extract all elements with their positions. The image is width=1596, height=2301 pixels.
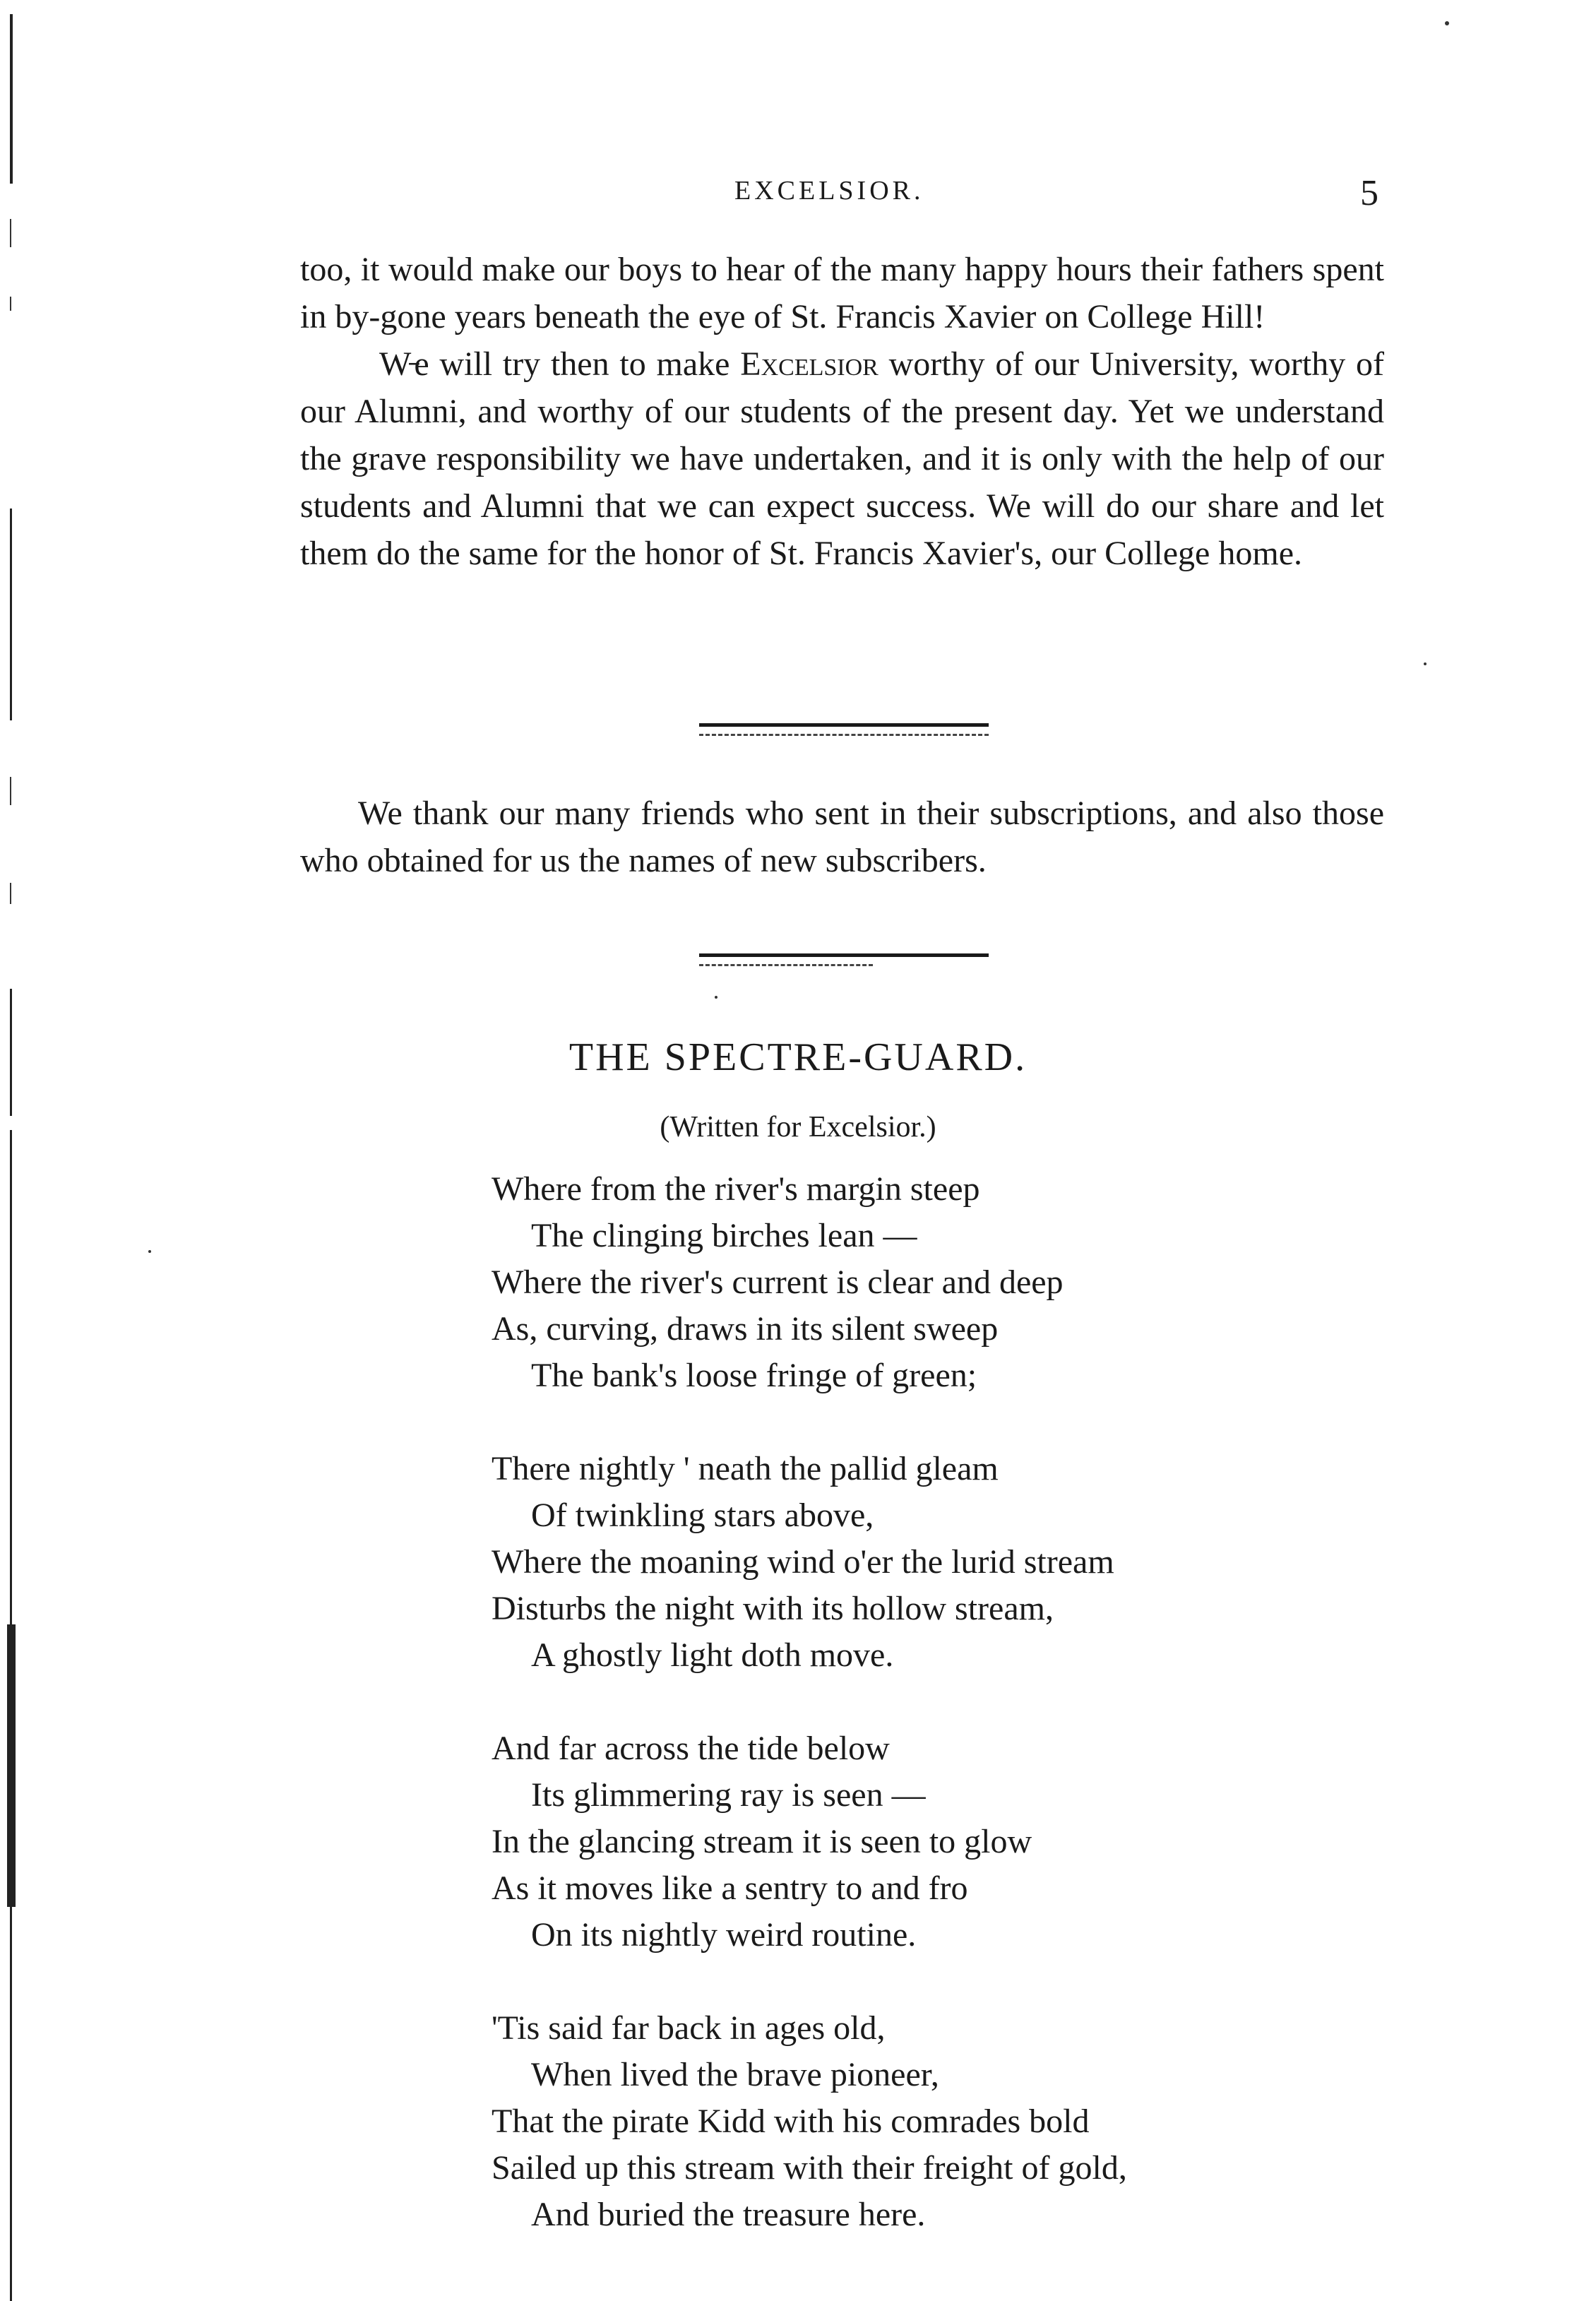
poem-stanza xyxy=(492,1166,1127,1399)
binding-edge-mark xyxy=(10,297,11,311)
binding-edge-mark xyxy=(10,777,11,805)
poem-body xyxy=(492,1166,1127,2285)
poem-line: There nightly ' neath the pallid gleam xyxy=(492,1450,999,1487)
poem-line: Disturbs the night with its hollow stream, xyxy=(492,1590,1054,1627)
binding-edge-mark xyxy=(7,1624,16,1907)
stray-mark xyxy=(148,1250,151,1253)
poem-line: A ghostly light doth move. xyxy=(531,1636,894,1674)
editorial-paragraph: too, it would make our boys to hear of the many happy hours their fathers spent in by-gone years beneath the eye of St. Francis Xavier on College Hill! xyxy=(300,251,1384,335)
section-divider xyxy=(699,953,989,966)
section-divider xyxy=(699,723,989,736)
divider-rule xyxy=(699,953,989,957)
poem-stanza xyxy=(492,2005,1127,2238)
poem-line: Its glimmering ray is seen — xyxy=(531,1776,926,1814)
binding-edge-mark xyxy=(10,883,11,904)
poem-line: And buried the treasure here. xyxy=(531,2196,926,2233)
poem-line: As it moves like a sentry to and fro xyxy=(492,1869,968,1907)
poem-line: That the pirate Kidd with his comrades bold xyxy=(492,2103,1090,2140)
poem-line: When lived the brave pioneer, xyxy=(531,2056,939,2093)
stray-mark xyxy=(1424,662,1427,665)
running-head: EXCELSIOR. xyxy=(734,176,924,206)
page-number: 5 xyxy=(1360,173,1378,213)
binding-edge-mark xyxy=(10,219,11,247)
poem-stanza xyxy=(492,1446,1127,1679)
poem-line: 'Tis said far back in ages old, xyxy=(492,2009,886,2047)
binding-edge-mark xyxy=(10,509,12,720)
poem-line: On its nightly weird routine. xyxy=(531,1916,917,1954)
stray-mark xyxy=(715,996,717,999)
poem-line: Where from the river's margin steep xyxy=(492,1170,980,1208)
poem-line: Sailed up this stream with their freight of gold, xyxy=(492,2149,1127,2187)
journal-name: Excelsior xyxy=(740,345,879,383)
poem-line: The clinging birches lean — xyxy=(531,1217,917,1254)
poem-line: The bank's loose fringe of green; xyxy=(531,1357,977,1394)
poem-subtitle: (Written for Excelsior.) xyxy=(660,1111,936,1143)
notice-text: We thank our many friends who sent in their subscriptions, and also those who obtained for us the names of new subscribers. xyxy=(300,795,1384,879)
paragraph-text: W ̵e will try then to make xyxy=(379,345,741,383)
editorial-text xyxy=(300,246,1384,577)
poem-stanza xyxy=(492,1725,1127,1958)
poem-title: THE SPECTRE-GUARD. xyxy=(568,1035,1028,1079)
poem-line: As, curving, draws in its silent sweep xyxy=(492,1310,999,1348)
editorial-paragraph xyxy=(300,340,1384,577)
subscriber-notice xyxy=(300,790,1384,884)
poem-line: And far across the tide below xyxy=(492,1730,890,1767)
stray-mark xyxy=(1445,21,1449,25)
divider-rule xyxy=(699,723,989,727)
divider-rule xyxy=(699,734,989,736)
poem-line: In the glancing stream it is seen to glow xyxy=(492,1823,1032,1860)
divider-rule xyxy=(699,964,873,966)
paragraph-text: worthy of our University, worthy of our Alumni, and worthy of our students of the present day. Yet we understand the grave responsibility we have undertaken, and it is only with the help of our students and Alumni that we can expect success. We will do our share and let them do the same for the honor of St. Francis Xavier's, our College home. xyxy=(300,345,1385,572)
binding-edge-mark xyxy=(10,14,13,184)
poem-line: Of twinkling stars above, xyxy=(531,1497,874,1534)
poem-line: Where the river's current is clear and deep xyxy=(492,1264,1064,1301)
poem-line: Where the moaning wind o'er the lurid stream xyxy=(492,1543,1114,1581)
